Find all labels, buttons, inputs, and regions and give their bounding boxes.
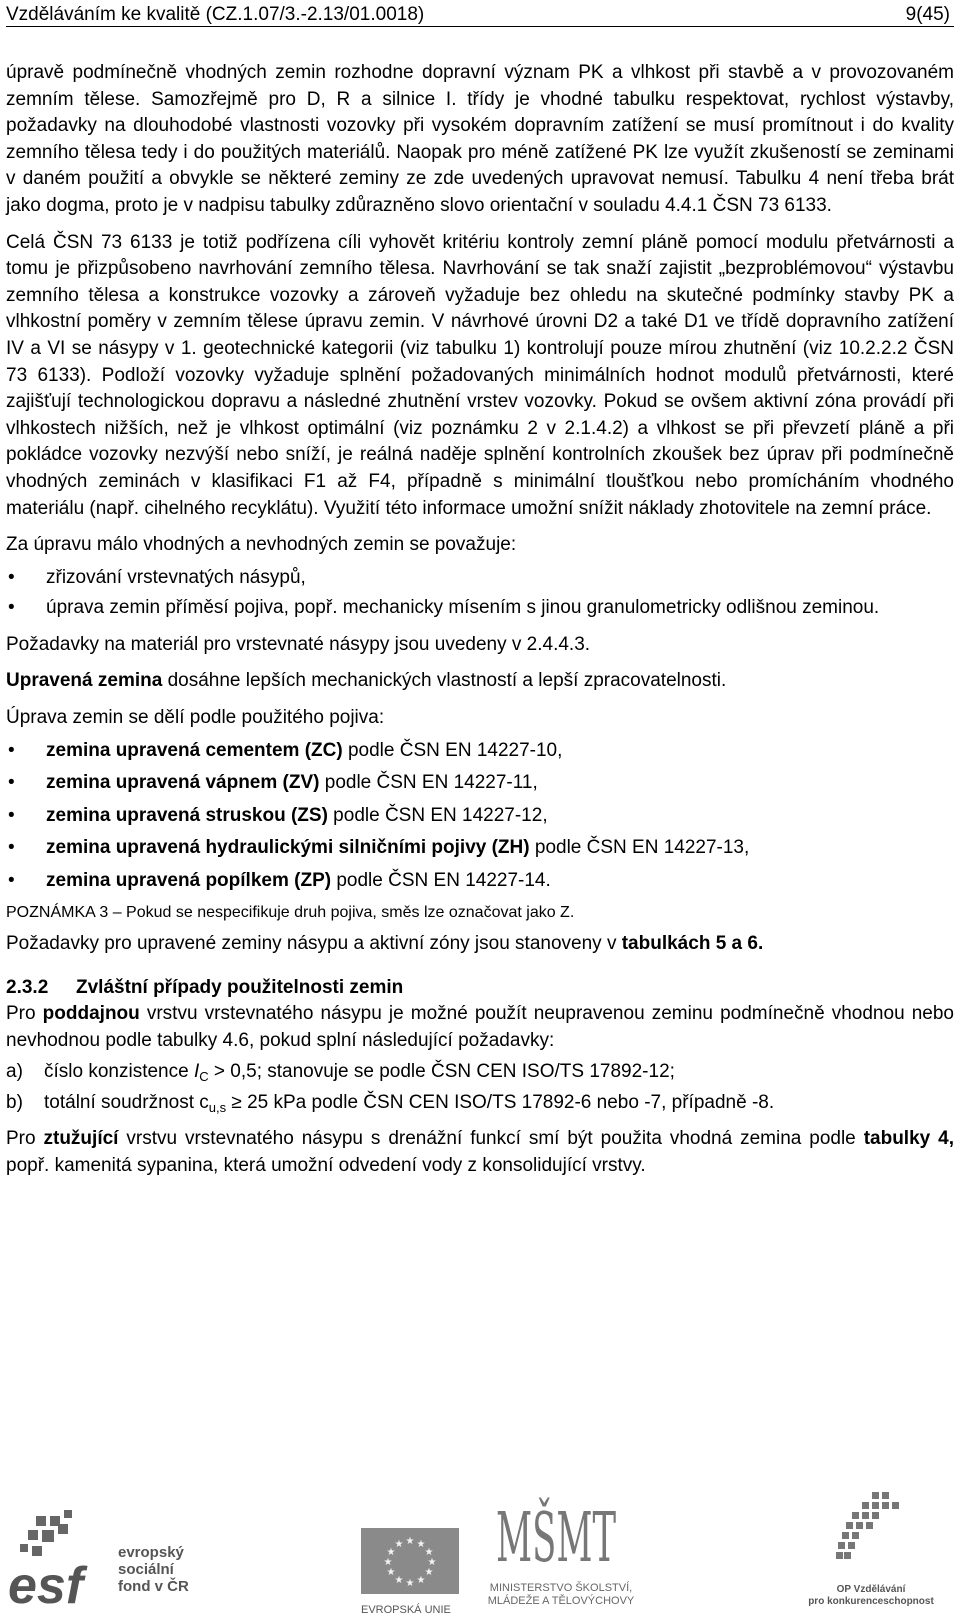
requirement-b bbox=[6, 1089, 954, 1116]
symbol: I bbox=[193, 1061, 200, 1083]
bold-term: poddajnou bbox=[42, 1003, 140, 1025]
paragraph-2: Celá ČSN 73 6133 je totiž podřízena cíli vyhovět kritériu kontroly zemní pláně pomocí modulu přetvárnosti a tomu je přizpůsobeno navrhování zemního tělesa. Navrhování se tak snaží zajistit „bezproblémovou“ výstavbu zemního tělesa a konstrukce vozovky a zároveň vyžaduje bez ohledu na skutečné podmínky stavby PK a vlhkostní poměry v zemním tělese úpravu zemin. V návrhové úrovni D2 a také D1 ve třídě dopravního zatížení IV a VI se násypy v 1. geotechnické kategorii (viz tabulku 1) kontrolují pouze mírou zhutnění (viz 10.2.2.2 ČSN 73 6133). Podloží vozovky vyžaduje splnění požadovaných minimálních hodnot modulů přetvárnosti, které zajišťují technologickou dopravu a následné zhutnění vrstev vozovky. Pokud se ovšem aktivní zóna provádí při vlhkostech nižších, než je vlhkost optimální (viz poznámku 2 v 2.1.4.2) a vlhkost se při převzetí pláně a při pokládce vozovky nezvýší nebo sníží, je reálná naděje splnění kontrolních zkoušek bez úprav při podmínečně vhodných zeminách v klasifikaci F1 až F4, případně s minimální tloušťkou nebo promícháním vhodného materiálu (např. cihelného recyklátu). Využití této informace umožní snížit náklady zhotovitele na zemní práce. bbox=[6, 231, 954, 519]
list-item bbox=[6, 835, 954, 862]
opvk-caption bbox=[796, 1584, 946, 1608]
document-page bbox=[6, 0, 954, 1180]
opvk-logo bbox=[796, 1488, 946, 1618]
list-item: • zřizování vrstevnatých násypů, bbox=[6, 565, 954, 592]
text-span: podle ČSN EN 14227-12, bbox=[327, 804, 548, 826]
paragraph-1: úpravě podmínečně vhodných zemin rozhodne dopravní význam PK a vlhkost při stavbě a v provozovaném zemním tělese. Samozřejmě pro D, R a silnice I. třídy je vhodné tabulku respektovat, rychlost výstavby, požadavky na dlouhodobé vlastnosti vozovky při vysokém dopravním zatížení se musí promítnout i do kvality zemního tělesa tedy i do použitých materiálů. Naopak pro méně zatížené PK lze využít zkušeností se zeminami v daném použití a obvykle se některé zeminy ze zde uvedených upravovat nemusí. Tabulku 4 není třeba brát jako dogma, proto je v nadpisu tabulky zdůrazněno slovo orientační v souladu 4.4.1 ČSN 73 6133. bbox=[6, 62, 954, 216]
footer-logos bbox=[6, 1468, 954, 1622]
section-heading bbox=[6, 975, 954, 1001]
svg-text:★: ★ bbox=[424, 1547, 434, 1558]
text-span: Pro bbox=[6, 1128, 44, 1150]
opvk-caption-line: pro konkurenceschopnost bbox=[808, 1596, 934, 1607]
msmt-caption-line: MINISTERSTVO ŠKOLSTVÍ, bbox=[489, 1582, 633, 1594]
bold-ref: tabulky 4, bbox=[863, 1128, 954, 1150]
text-span: dosáhne lepších mechanických vlastností a lepší zpracovatelnosti. bbox=[162, 670, 727, 692]
note-3: POZNÁMKA 3 – Pokud se nespecifikuje druh pojiva, směs lze označovat jako Z. bbox=[6, 903, 575, 921]
text-span: vrstvu vrstevnatého násypu s drenážní funkcí smí být použita vhodná zemina podle bbox=[118, 1128, 864, 1150]
list-item bbox=[6, 770, 954, 797]
svg-text:★: ★ bbox=[386, 1547, 396, 1558]
text-span: číslo konzistence bbox=[44, 1061, 194, 1083]
bold-term: zemina upravená vápnem (ZV) bbox=[46, 772, 320, 794]
text-span: Požadavky pro upravené zeminy násypu a aktivní zóny jsou stanoveny v bbox=[6, 932, 622, 954]
page-number: 9(45) bbox=[905, 4, 950, 25]
esf-caption-line: fond v ČR bbox=[118, 1578, 189, 1595]
paragraph-7 bbox=[6, 931, 954, 958]
esf-caption-line: sociální bbox=[118, 1561, 174, 1578]
bold-ref: tabulkách 5 a 6. bbox=[621, 932, 764, 954]
text-span: vrstvu vrstevnatého násypu je možné použít neupravenou zeminu podmínečně vhodnou nebo nevhodnou podle tabulky 4.6, pokud splní následující požadavky: bbox=[6, 1003, 954, 1051]
eu-logo bbox=[361, 1528, 461, 1618]
opvk-caption-line: OP Vzdělávání bbox=[836, 1584, 906, 1595]
esf-caption bbox=[118, 1544, 189, 1595]
svg-text:★: ★ bbox=[427, 1557, 437, 1568]
adjustment-list bbox=[6, 565, 954, 622]
bold-term: zemina upravená struskou (ZS) bbox=[46, 804, 328, 826]
text-span: popř. kamenitá sypanina, která umožní odvedení vody z konsolidující vrstvy. bbox=[6, 1155, 646, 1176]
page-header bbox=[6, 0, 954, 27]
esf-caption-line: evropský bbox=[118, 1544, 184, 1561]
bold-term: zemina upravená cementem (ZC) bbox=[46, 739, 343, 761]
item-key: a) bbox=[6, 1061, 23, 1083]
text-span: Pro bbox=[6, 1003, 43, 1025]
msmt-caption-line: MLÁDEŽE A TĚLOVÝCHOVY bbox=[487, 1595, 635, 1607]
bold-term: zemina upravená hydraulickými silničními pojivy (ZH) bbox=[46, 837, 530, 859]
msmt-mark-icon bbox=[476, 1476, 728, 1578]
bold-term: ztužující bbox=[43, 1128, 119, 1150]
svg-text:★: ★ bbox=[405, 1536, 415, 1547]
svg-text:★: ★ bbox=[416, 1575, 426, 1586]
msmt-mark-text: MŠMT bbox=[496, 1499, 728, 1578]
msmt-logo bbox=[476, 1476, 728, 1621]
esf-mark-text: esf bbox=[8, 1557, 84, 1615]
svg-text:★: ★ bbox=[394, 1575, 404, 1586]
item-text bbox=[44, 1058, 675, 1085]
svg-text:★: ★ bbox=[394, 1539, 404, 1550]
eu-flag-icon bbox=[361, 1528, 459, 1594]
subscript: C bbox=[199, 1069, 209, 1085]
header-project: Vzděláváním ke kvalitě (CZ.1.07/3.-2.13/01.0018) bbox=[6, 4, 425, 25]
paragraph-6: Úprava zemin se dělí podle použitého pojiva: bbox=[6, 707, 385, 729]
svg-text:★: ★ bbox=[424, 1567, 434, 1578]
list-item bbox=[6, 803, 954, 830]
svg-text:★: ★ bbox=[386, 1567, 396, 1578]
section-title: Zvláštní případy použitelnosti zemin bbox=[76, 977, 404, 999]
paragraph-4: Požadavky na materiál pro vrstevnaté násypy jsou uvedeny v 2.4.4.3. bbox=[6, 633, 591, 655]
bold-term: Upravená zemina bbox=[6, 670, 163, 692]
opvk-mark-icon bbox=[816, 1488, 926, 1578]
bold-term: zemina upravená popílkem (ZP) bbox=[46, 870, 332, 892]
svg-text:★: ★ bbox=[405, 1578, 415, 1589]
paragraph-3: Za úpravu málo vhodných a nevhodných zemin se považuje: bbox=[6, 534, 517, 556]
list-item bbox=[6, 738, 954, 765]
msmt-caption bbox=[476, 1582, 646, 1608]
paragraph-5 bbox=[6, 668, 954, 695]
paragraph-9 bbox=[6, 1126, 954, 1179]
section-number: 2.3.2 bbox=[6, 977, 49, 999]
text-span: ≥ 25 kPa podle ČSN CEN ISO/TS 17892-6 nebo -7, případně -8. bbox=[226, 1092, 775, 1114]
text-span: podle ČSN EN 14227-11, bbox=[319, 772, 538, 794]
esf-mark-icon bbox=[6, 1508, 126, 1615]
text-span: podle ČSN EN 14227-13, bbox=[529, 837, 750, 859]
text-span: > 0,5; stanovuje se podle ČSN CEN ISO/TS 17892-12; bbox=[208, 1061, 675, 1083]
svg-text:★: ★ bbox=[383, 1557, 393, 1568]
binder-list bbox=[6, 738, 954, 895]
paragraph-8 bbox=[6, 1001, 954, 1054]
text-span: podle ČSN EN 14227-10, bbox=[342, 739, 563, 761]
subscript: u,s bbox=[208, 1100, 227, 1116]
requirement-a bbox=[6, 1058, 954, 1085]
item-key: b) bbox=[6, 1092, 23, 1114]
text-span: totální soudržnost c bbox=[44, 1092, 209, 1114]
svg-text:★: ★ bbox=[416, 1539, 426, 1550]
list-item: • úprava zemin příměsí pojiva, popř. mechanicky mísením s jinou granulometricky odlišnou zeminou. bbox=[6, 595, 954, 622]
list-item bbox=[6, 868, 954, 895]
eu-caption: EVROPSKÁ UNIE bbox=[361, 1604, 451, 1616]
esf-logo bbox=[6, 1508, 196, 1613]
item-text bbox=[44, 1089, 774, 1116]
text-span: podle ČSN EN 14227-14. bbox=[331, 870, 551, 892]
